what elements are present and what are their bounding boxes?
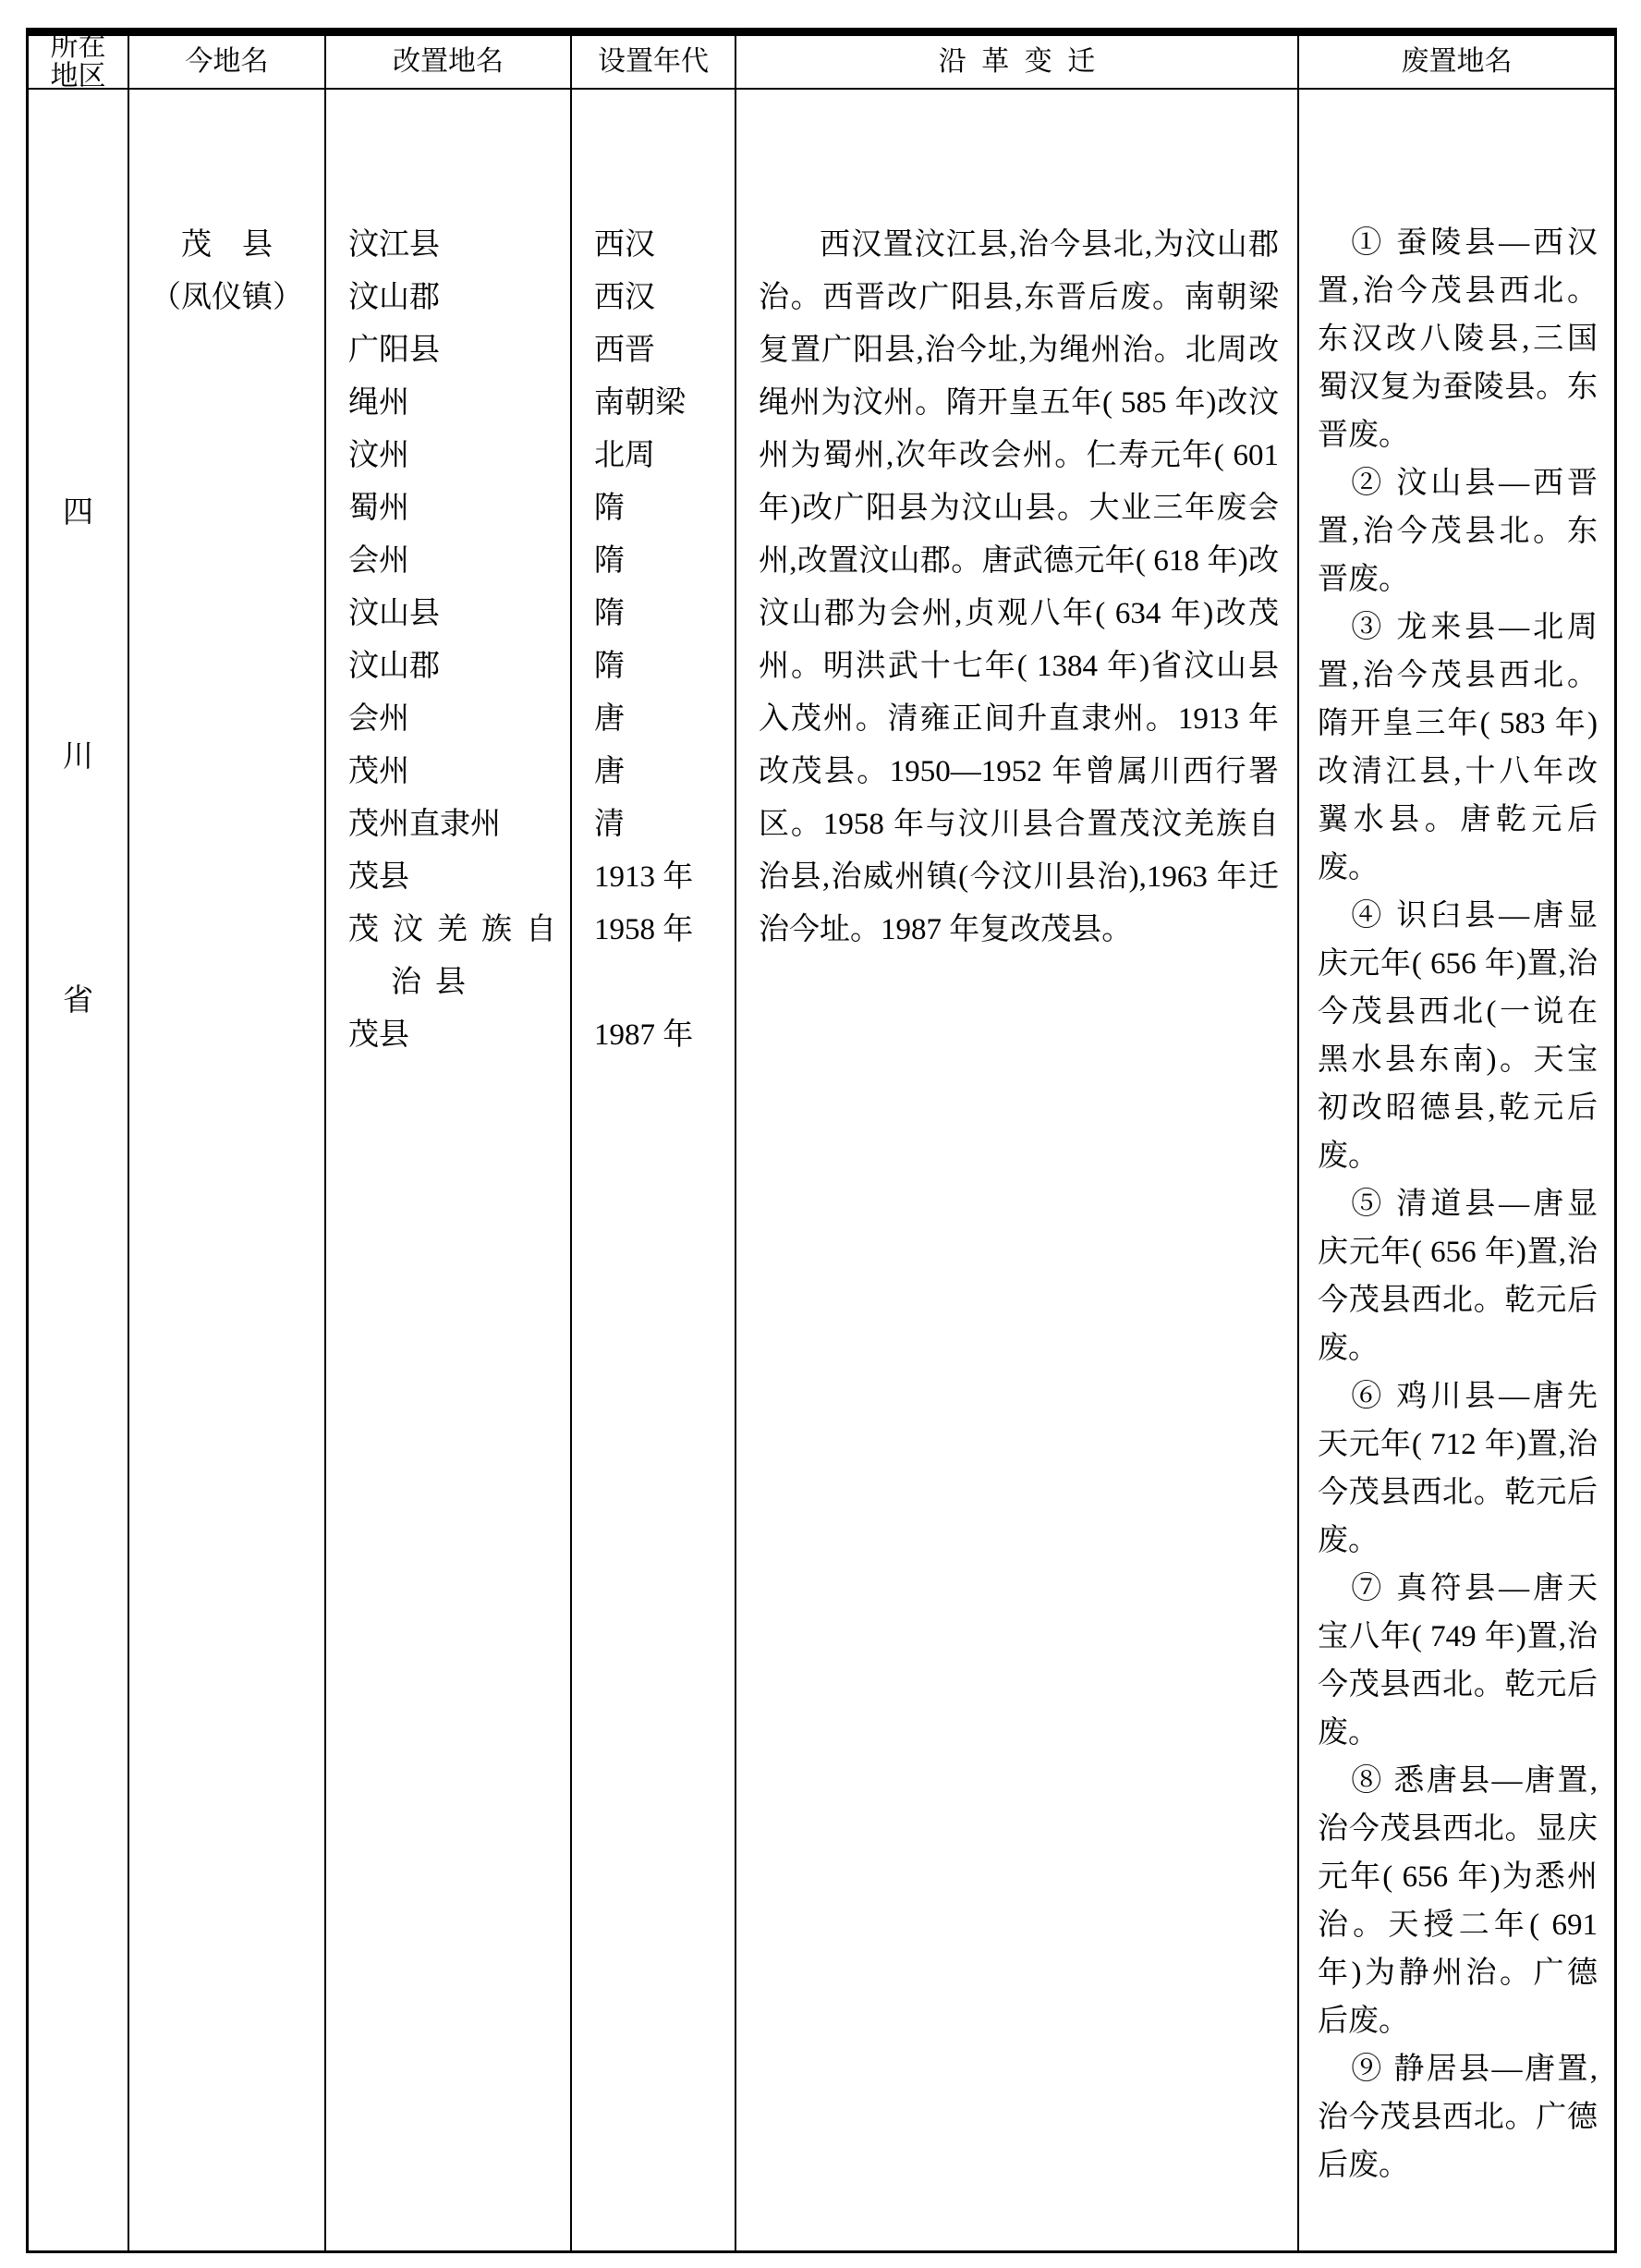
abolished-entry: ⑨ 静居县—唐置,治今茂县西北。广德后废。 [1318, 2053, 1598, 2182]
era-item: 隋 [594, 492, 625, 525]
renamed-item: 广阳县 [348, 334, 440, 367]
abolished-entry: ③ 龙来县—北周置,治今茂县西北。隋开皇三年( 583 年)改清江县,十八年改翼水县。唐乾元后废。 [1318, 611, 1598, 884]
cell-renamed [324, 90, 570, 2250]
renamed-item: 汶江县 [348, 228, 440, 262]
region-char: 川 [63, 740, 93, 774]
abolished-entry: ⑦ 真符县—唐天宝八年( 749 年)置,治今茂县西北。乾元后废。 [1318, 1572, 1598, 1750]
era-item: 西晋 [594, 334, 655, 367]
era-item: 唐 [594, 702, 625, 736]
abolished-entry: ④ 识臼县—唐显庆元年( 656 年)置,治今茂县西北(一说在黑水县东南)。天宝初改昭德县,乾元后废。 [1318, 899, 1598, 1173]
era-item: 南朝梁 [594, 386, 686, 420]
renamed-item: 茂县 [348, 1018, 409, 1052]
renamed-item: 汶山县 [348, 597, 440, 630]
cell-evolution [735, 90, 1297, 2250]
header-abolished: 废置地名 [1297, 36, 1614, 90]
cell-abolished [1297, 90, 1614, 2250]
renamed-item: 汶山郡 [348, 281, 440, 314]
era-item: 1913 年 [594, 860, 694, 894]
renamed-item: 茂汶羌族自治县 [348, 913, 570, 999]
era-item: 北周 [594, 439, 655, 472]
era-item: 清 [594, 808, 625, 841]
renamed-item: 汶州 [348, 439, 409, 472]
era-item: 唐 [594, 755, 625, 788]
cell-era [570, 90, 735, 2250]
era-item: 隋 [594, 544, 625, 578]
evolution-text: 西汉置汶江县,治今县北,为汶山郡治。西晋改广阳县,东晋后废。南朝梁复置广阳县,治今址,为绳州治。北周改绳州为汶州。隋开皇五年( 585 年)改汶州为蜀州,次年改会州。仁寿元年( 601 年)改广阳县为汶山县。大业三年废会州,改置汶山郡。唐武德元年( 618 年)改汶山郡为会州,贞观八年( 634 年)改茂州。明洪武十七年( 1384 年)省汶山县入茂州。清雍正间升直隶州。1913 年改茂县。1950—1952 年曾属川西行署区。1958 年与汶川县合置茂汶羌族自治县,治威州镇(今汶川县治),1963 年迁治今址。1987 年复改茂县。 [759, 228, 1279, 946]
renamed-item: 汶山郡 [348, 650, 440, 683]
cell-current-name [128, 90, 324, 2250]
cell-region [29, 90, 128, 2250]
header-evolution: 沿革变迁 [735, 36, 1297, 90]
renamed-item: 会州 [348, 702, 409, 736]
abolished-entry: ① 蚕陵县—西汉置,治今茂县西北。东汉改八陵县,三国蜀汉复为蚕陵县。东晋废。 [1318, 226, 1598, 452]
era-item: 西汉 [594, 281, 655, 314]
header-region-line2: 地区 [50, 61, 106, 91]
renamed-item: 绳州 [348, 386, 409, 420]
header-current-name: 今地名 [128, 36, 324, 90]
header-era: 设置年代 [570, 36, 735, 90]
abolished-entry: ⑤ 清道县—唐显庆元年( 656 年)置,治今茂县西北。乾元后废。 [1318, 1188, 1598, 1365]
gazetteer-table [26, 28, 1617, 2253]
renamed-item: 会州 [348, 544, 409, 578]
era-item: 1958 年 [594, 913, 694, 946]
renamed-item: 茂县 [348, 860, 409, 894]
header-renamed: 改置地名 [324, 36, 570, 90]
abolished-entry: ⑥ 鸡川县—唐先天元年( 712 年)置,治今茂县西北。乾元后废。 [1318, 1380, 1598, 1557]
current-name-alias: （凤仪镇） [151, 281, 303, 314]
era-item: 隋 [594, 650, 625, 683]
renamed-item: 蜀州 [348, 492, 409, 525]
abolished-entry: ⑧ 悉唐县—唐置,治今茂县西北。显庆元年( 656 年)为悉州治。天授二年( 691 年)为静州治。广德后废。 [1318, 1764, 1598, 2038]
header-region-line1: 所在 [50, 31, 106, 62]
header-region [29, 31, 128, 91]
abolished-entry: ② 汶山县—西晋置,治今茂县北。东晋废。 [1318, 467, 1598, 596]
era-item: 西汉 [594, 228, 655, 262]
renamed-item: 茂州直隶州 [348, 808, 501, 841]
region-char: 省 [63, 984, 93, 1018]
era-item: 隋 [594, 597, 625, 630]
region-char: 四 [63, 496, 93, 530]
era-item: 1987 年 [594, 1018, 694, 1052]
current-name: 茂 县 [181, 228, 273, 262]
renamed-item: 茂州 [348, 755, 409, 788]
